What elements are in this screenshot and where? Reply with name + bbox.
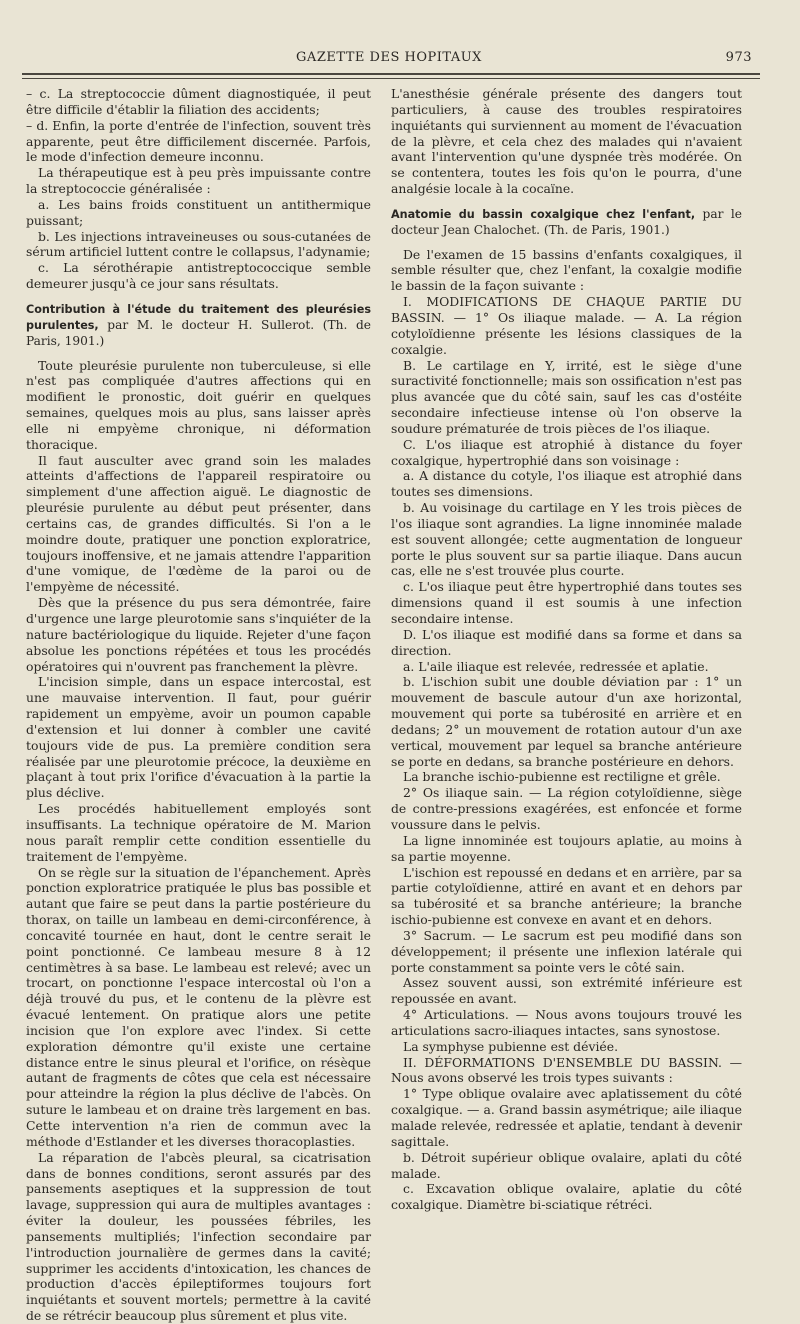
section-byline: par le docteur Jean Chalochet. (Th. de Paris, 1901.): [391, 206, 742, 237]
paragraph: L'anesthésie générale présente des dangers tout particuliers, à cause des troubles respiratoires inquiétants qui surviennent au moment de l'évacuation de la plèvre, et cela chez des malades qui n'avaient avant l'intervention qu'une dyspnée très modérée. On se contentera, toutes les fois qu'on le pourra, d'une analgésie locale à la cocaïne.: [391, 86, 742, 197]
paragraph: a. Les bains froids constituent un antithermique puissant;: [26, 196, 371, 228]
paragraph: II. DÉFORMATIONS D'ENSEMBLE DU BASSIN. — Nous avons observé les trois types suivants :: [391, 1054, 742, 1086]
paragraph: a. A distance du cotyle, l'os iliaque est atrophié dans toutes ses dimensions.: [391, 468, 742, 500]
header-rule: [22, 73, 760, 79]
section-title: Anatomie du bassin coxalgique chez l'enfant,: [391, 207, 696, 221]
paragraph: D. L'os iliaque est modifié dans sa forme et dans sa direction.: [391, 626, 742, 658]
paragraph: 1° Type oblique ovalaire avec aplatissement du côté coxalgique. — a. Grand bassin asymétrique; aile iliaque malade relevée, redressée et aplatie, tendant à devenir sagittale.: [391, 1086, 742, 1149]
paragraph: L'ischion est repoussé en dedans et en arrière, par sa partie cotyloïdienne, attiré en avant et en dehors par sa tubérosité et sa branche antérieure; la branche ischio-pubienne est convexe en avant et en dehors.: [391, 864, 742, 928]
paragraph: La symphyse pubienne est déviée.: [403, 1038, 619, 1054]
paragraph: Les procédés habituellement employés sont insuffisants. La technique opératoire de M. Marion nous paraît remplir cette condition essentielle du traitement de l'empyème.: [26, 801, 371, 864]
paragraph: c. Excavation oblique ovalaire, aplatie du côté coxalgique. Diamètre bi-sciatique rétréci.: [391, 1181, 742, 1213]
paragraph: 2° Os iliaque sain. — La région cotyloïdienne, siège de contre-pressions exagérées, est enfoncée et forme voussure dans le pelvis.: [391, 785, 742, 832]
paragraph: – d. Enfin, la porte d'entrée de l'infection, souvent très apparente, peut être difficilement discernée. Parfois, le mode d'infection demeure inconnu.: [26, 117, 371, 165]
paragraph: La branche ischio-pubienne est rectiligne et grêle.: [403, 769, 721, 785]
paragraph: Dès que la présence du pus sera démontrée, faire d'urgence une large pleurotomie sans s'inquiéter de la nature bactériologique du liquide. Rejeter d'une façon absolue les ponctions répétées et tous les procédés opératoires qui n'ouvrent pas franchement la plèvre.: [26, 595, 371, 674]
paragraph: 4° Articulations. — Nous avons toujours trouvé les articulations sacro-iliaques intactes, sans synostose.: [391, 1007, 742, 1038]
paragraph: La thérapeutique est à peu près impuissante contre la streptococcie généralisée :: [26, 165, 371, 197]
paragraph: 3° Sacrum. — Le sacrum est peu modifié dans son développement; il présente une inflexion latérale qui porte constamment sa pointe vers le côté sain.: [391, 927, 742, 975]
journal-title: GAZETTE DES HOPITAUX: [296, 50, 482, 65]
section-byline: par M. le docteur H. Sullerot. (Th. de Paris, 1901.): [26, 317, 371, 348]
paragraph: c. L'os iliaque peut être hypertrophié dans toutes ses dimensions quand il est soumis à une infection secondaire intense.: [391, 579, 742, 626]
paragraph: La réparation de l'abcès pleural, sa cicatrisation dans de bonnes conditions, seront assurés par des pansements aseptiques et la suppression de tout lavage, suppression qui aura de multiples avantages : éviter la douleur, les poussées fébriles, les pansements multipliés; l'infection secondaire par l'introduction journalière de germes dans la cavité; supprimer les accidents d'intoxication, les chances de production d'accès épileptiformes toujours fort inquiétants et souvent mortels; permettre à la cavité de se rétrécir beaucoup plus sûrement et plus vite.: [26, 1149, 371, 1324]
paragraph: La ligne innominée est toujours aplatie, au moins à sa partie moyenne.: [391, 832, 742, 864]
section-heading: [391, 207, 742, 239]
section-heading: [26, 302, 371, 350]
paragraph: C. L'os iliaque est atrophié à distance du foyer coxalgique, hypertrophié dans son voisinage :: [391, 436, 742, 468]
paragraph: L'incision simple, dans un espace intercostal, est une mauvaise intervention. Il faut, pour guérir rapidement un empyème, avoir un poumon capable d'extension et lui donner à combler une cavité toujours vide de pus. La première condition sera réalisée par une pleurotomie précoce, la deuxième en plaçant à tout prix l'orifice d'évacuation à la partie la plus déclive.: [26, 674, 371, 801]
paragraph: b. Les injections intraveineuses ou sous-cutanées de sérum artificiel luttent contre le collapsus, l'adynamie;: [26, 228, 371, 260]
paragraph: c. La sérothérapie antistreptococcique semble demeurer jusqu'à ce jour sans résultats.: [26, 260, 371, 292]
paragraph: Assez souvent aussi, son extrémité inférieure est repoussée en avant.: [391, 975, 742, 1007]
left-column: [26, 86, 371, 1324]
paragraph: De l'examen de 15 bassins d'enfants coxalgiques, il semble résulter que, chez l'enfant, la coxalgie modifie le bassin de la façon suivante :: [391, 246, 742, 294]
paragraph: b. L'ischion subit une double déviation par : 1° un mouvement de bascule autour d'un axe horizontal, mouvement qui porte sa tubérosité en arrière et en dedans; 2° un mouvement de rotation autour d'un axe vertical, mouvement par lequel sa branche antérieure se porte en dedans, sa branche postérieure en dehors.: [391, 674, 742, 769]
paragraph: Il faut ausculter avec grand soin les malades atteints d'affections de l'appareil respiratoire ou simplement d'une affection aiguë. Le diagnostic de pleurésie purulente au début peut présenter, dans certains cas, de grandes difficultés. Si l'on a le moindre doute, pratiquer une ponction exploratrice, toujours inoffensive, et ne jamais attendre l'apparition d'une vomique, de l'œdème de la paroi ou de l'empyème de nécessité.: [26, 452, 371, 595]
paragraph: I. MODIFICATIONS DE CHAQUE PARTIE DU BASSIN. — 1° Os iliaque malade. — A. La région cotyloïdienne présente les lésions classiques de la coxalgie.: [391, 294, 742, 357]
section-title: Contribution à l'étude du traitement des pleurésies purulentes,: [26, 302, 371, 332]
paragraph: On se règle sur la situation de l'épanchement. Après ponction exploratrice pratiquée le plus bas possible et autant que faire se peut dans la partie postérieure du thorax, on taille un lambeau en demi-circonférence, à concavité tournée en haut, dont le centre serait le point ponctionné. Ce lambeau mesure 8 à 12 centimètres à sa base. Le lambeau est relevé; avec un trocart, on ponctionne l'espace intercostal où l'on a déjà trouvé du pus, et le contenu de la plèvre est évacué lentement. On pratique alors une petite incision que l'on explore avec l'index. Si cette exploration démontre qu'il existe une certaine distance entre le sinus pleural et l'orifice, on résèque autant de fragments de côtes que cela est nécessaire pour atteindre la région la plus déclive de l'abcès. On suture le lambeau et on draine très largement en bas. Cette intervention n'a rien de commun avec la méthode d'Estlander et les diverses thoracoplasties.: [26, 864, 371, 1149]
page-number: 973: [725, 50, 752, 65]
paragraph: b. Détroit supérieur oblique ovalaire, aplati du côté malade.: [391, 1149, 742, 1181]
running-header: [26, 48, 752, 70]
right-column: [391, 86, 742, 1213]
paragraph: a. L'aile iliaque est relevée, redressée et aplatie.: [403, 658, 709, 674]
paragraph: – c. La streptococcie dûment diagnostiquée, il peut être difficile d'établir la filiation des accidents;: [26, 86, 371, 117]
paragraph: Toute pleurésie purulente non tuberculeuse, si elle n'est pas compliquée d'autres affections qui en modifient le pronostic, doit guérir en quelques semaines, quelques mois au plus, sans laisser après elle ni empyème chronique, ni déformation thoracique.: [26, 357, 371, 452]
paragraph: b. Au voisinage du cartilage en Y les trois pièces de l'os iliaque sont agrandies. La ligne innominée malade est souvent allongée; cette augmentation de longueur porte le plus souvent sur sa partie iliaque. Dans aucun cas, elle ne s'est trouvée plus courte.: [391, 500, 742, 579]
paragraph: B. Le cartilage en Y, irrité, est le siège d'une suractivité fonctionnelle; mais son ossification n'est pas plus avancée que du côté sain, sauf les cas d'ostéite secondaire infectieuse intense où l'on observe la soudure prématurée de trois pièces de l'os iliaque.: [391, 357, 742, 436]
